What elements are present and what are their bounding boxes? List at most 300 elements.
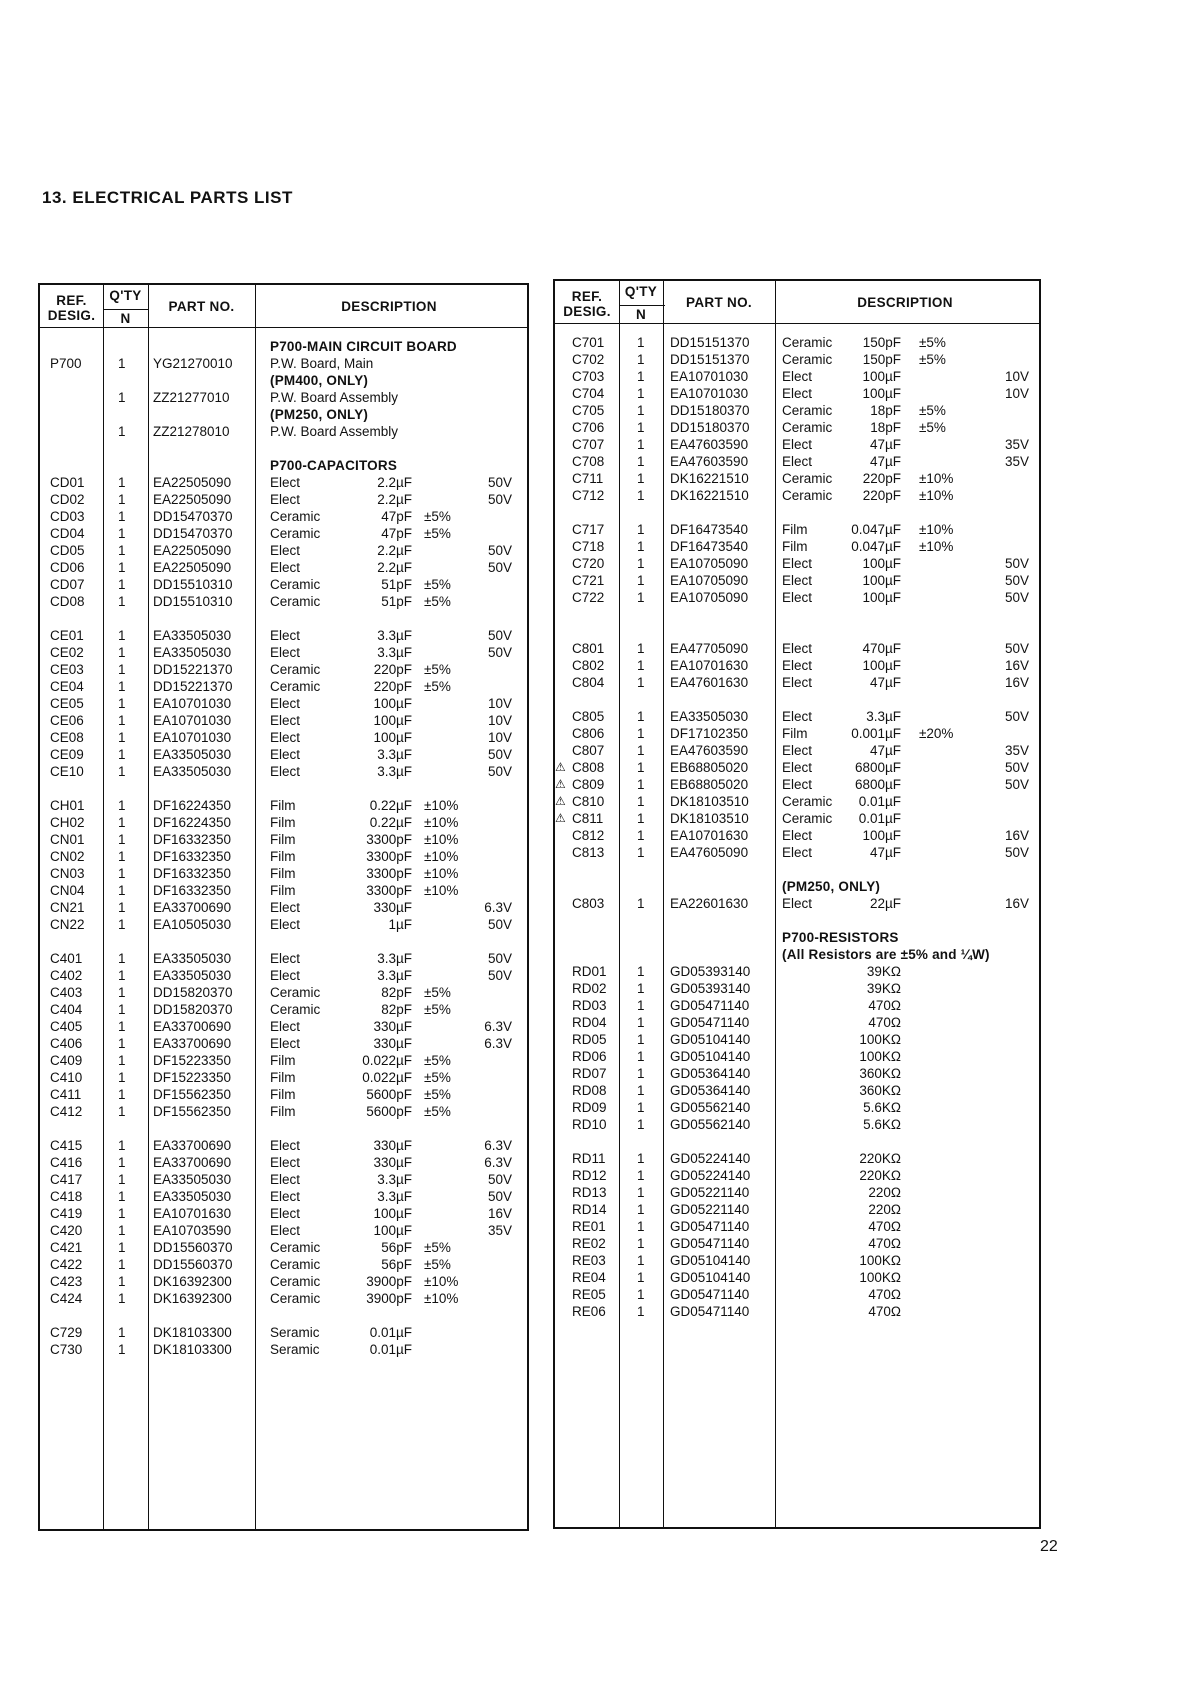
value-cell: 470Ω <box>868 1287 901 1302</box>
value-cell: 3.3µF <box>377 951 412 966</box>
tolerance-cell: ±5% <box>424 662 451 677</box>
value-cell: 3.3µF <box>377 628 412 643</box>
qty-cell: 1 <box>118 543 126 558</box>
part-no-cell: EA33700690 <box>153 1036 232 1051</box>
value-cell: 470Ω <box>868 1219 901 1234</box>
type-cell: Film <box>270 798 296 813</box>
ref-desig-cell: RD08 <box>572 1083 607 1098</box>
table-row <box>40 797 527 814</box>
part-no-cell: EA47605090 <box>670 845 749 860</box>
ref-desig-cell: CN01 <box>50 832 85 847</box>
type-cell: Film <box>270 849 296 864</box>
voltage-cell: 10V <box>487 696 512 711</box>
ref-desig-cell: C720 <box>572 556 605 571</box>
part-no-cell: DK18103510 <box>670 794 749 809</box>
tolerance-cell: ±5% <box>424 1053 451 1068</box>
part-no-cell: EA22601630 <box>670 896 749 911</box>
qty-cell: 1 <box>637 403 645 418</box>
type-cell: Elect <box>782 675 813 690</box>
parts-table-left: REF. DESIG. Q'TY N PART NO. DESCRIPTION P700-MAIN CIRCUIT BOARD (PM400, ONLY) (PM250, ONLY) P700-CAPACITORS P700 1 YG21270010 P.W. Board, Main 1 ZZ21277010 P.W. Board Assembly 1 ZZ21278010 P.W. Board Assembly CD01 1 EA22505090 Elect 2.2µF 50V CD02 1 EA22505090 Elect 2.2µF 50V CD03 1 DD15470370 Ceramic 47pF ±5% CD04 1 DD15470370 Ceramic 47pF ±5% CD05 1 EA22505090 Elect 2.2µF 50V CD06 1 EA22505090 Elect 2.2µF 50V CD07 1 DD15510310 Ceramic 51pF ±5% CD08 1 DD15510310 Ceramic 51pF ±5% CE01 1 EA33505030 Elect 3.3µF 50V CE02 1 EA33505030 Elect 3.3µF 50V CE03 1 DD15221370 Ceramic 220pF ±5% CE04 1 DD15221370 Ceramic 220pF ±5% CE05 1 EA10701030 Elect 100µF 10V CE06 1 EA10701030 Elect 100µF 10V CE08 1 EA10701030 Elect 100µF 10V CE09 1 EA33505030 Elect 3.3µF 50V CE10 1 EA33505030 Elect 3.3µF 50V CH01 1 DF16224350 Film 0.22µF ±10% CH02 1 DF16224350 Film 0.22µF ±10% CN01 1 DF16332350 Film 3300pF ±10% CN02 1 DF16332350 Film 3300pF ±10% CN03 1 DF16332350 Film 3300pF ±10% CN04 1 DF16332350 Film 3300pF ±10% CN21 1 EA33700690 Elect 330µF 6.3V CN22 1 EA10505030 Elect 1µF 50V C401 1 EA33505030 Elect 3.3µF 50V C402 1 EA33505030 Elect 3.3µF 50V C403 1 DD15820370 Ceramic 82pF ±5% C404 1 DD15820370 Ceramic 82pF ±5% C405 1 EA33700690 Elect 330µF 6.3V C406 1 EA33700690 Elect 330µF 6.3V C409 1 DF15223350 Film 0.022µF ±5% C410 1 DF15223350 Film 0.022µF ±5% C411 1 DF15562350 Film 5600pF ±5% C412 1 DF15562350 Film 5600pF ±5% C415 1 EA33700690 Elect 330µF 6.3V C416 1 EA33700690 Elect 330µF 6.3V C417 1 EA33505030 Elect 3.3µF 50V C418 1 EA33505030 Elect 3.3µF 50V C419 1 EA10701630 Elect 100µF 16V C420 1 EA10703590 Elect 100µF 35V C421 1 DD15560370 Ceramic 56pF ±5% C422 1 DD15560370 Ceramic 56pF ±5% C423 1 DK16392300 Ceramic 3900pF ±10% C424 1 DK16392300 Ceramic 3900pF ±10% C729 1 DK18103300 Seramic 0.01µF C730 1 DK18103300 Seramic 0.01µF <box>38 283 529 1531</box>
table-row <box>40 899 527 916</box>
value-cell: 360KΩ <box>859 1066 901 1081</box>
section-heading: P700-MAIN CIRCUIT BOARD <box>270 339 457 354</box>
qty-cell: 1 <box>118 526 126 541</box>
table-row <box>40 661 527 678</box>
type-cell: Elect <box>270 747 301 762</box>
value-cell: 220pF <box>862 471 901 486</box>
table-row <box>40 1188 527 1205</box>
qty-cell: 1 <box>118 1104 126 1119</box>
part-no-cell: EA33505030 <box>153 951 232 966</box>
qty-cell: 1 <box>637 896 645 911</box>
value-cell: 47µF <box>869 675 901 690</box>
warning-icon: ⚠ <box>555 794 566 808</box>
table-row <box>555 470 1039 487</box>
ref-desig-cell: C730 <box>50 1342 83 1357</box>
type-cell: Ceramic <box>782 403 833 418</box>
type-cell: Film <box>270 832 296 847</box>
table-row <box>40 1069 527 1086</box>
type-cell: Film <box>270 1087 296 1102</box>
ref-desig-cell: C412 <box>50 1104 83 1119</box>
part-no-cell: GD05471140 <box>670 1236 750 1251</box>
tolerance-cell: ±5% <box>919 403 946 418</box>
table-row <box>40 1239 527 1256</box>
table-row <box>555 1252 1039 1269</box>
table-row <box>40 848 527 865</box>
part-no-cell: GD05471140 <box>670 1015 750 1030</box>
table-row <box>40 950 527 967</box>
value-cell: 2.2µF <box>377 543 412 558</box>
value-cell: 220Ω <box>868 1185 901 1200</box>
tolerance-cell: ±10% <box>424 849 459 864</box>
table-row <box>555 351 1039 368</box>
part-no-cell: EA47705090 <box>670 641 749 656</box>
type-cell: Ceramic <box>782 352 833 367</box>
table-row <box>555 980 1039 997</box>
value-cell: 100KΩ <box>859 1270 901 1285</box>
table-row <box>555 385 1039 402</box>
table-row <box>555 742 1039 759</box>
value-cell: 3300pF <box>366 832 412 847</box>
table-row <box>555 1014 1039 1031</box>
part-no-cell: EA33505030 <box>153 1189 232 1204</box>
ref-desig-cell: RD09 <box>572 1100 607 1115</box>
qty-cell: 1 <box>637 777 645 792</box>
tolerance-cell: ±10% <box>424 1291 459 1306</box>
qty-cell: 1 <box>118 356 126 371</box>
voltage-cell: 50V <box>1004 845 1029 860</box>
qty-cell: 1 <box>637 1253 645 1268</box>
qty-cell: 1 <box>118 900 126 915</box>
table-row <box>555 844 1039 861</box>
part-no-cell: DD15221370 <box>153 679 233 694</box>
table-row <box>555 589 1039 606</box>
tolerance-cell: ±5% <box>424 1240 451 1255</box>
table-row <box>555 997 1039 1014</box>
qty-cell: 1 <box>118 662 126 677</box>
value-cell: 100KΩ <box>859 1253 901 1268</box>
type-cell: Elect <box>270 968 301 983</box>
value-cell: 150pF <box>862 352 901 367</box>
tolerance-cell: ±5% <box>424 1070 451 1085</box>
ref-desig-cell: CE06 <box>50 713 84 728</box>
type-cell: P.W. Board Assembly <box>270 390 399 405</box>
table-row <box>555 657 1039 674</box>
value-cell: 3900pF <box>366 1274 412 1289</box>
voltage-cell: 50V <box>487 951 512 966</box>
voltage-cell: 50V <box>487 628 512 643</box>
qty-cell: 1 <box>118 1257 126 1272</box>
ref-desig-cell: C711 <box>572 471 604 486</box>
type-cell: Film <box>782 522 808 537</box>
ref-desig-cell: RE04 <box>572 1270 606 1285</box>
qty-cell: 1 <box>637 998 645 1013</box>
table-row <box>555 1150 1039 1167</box>
table-row <box>555 1116 1039 1133</box>
qty-cell: 1 <box>637 369 645 384</box>
type-cell: Elect <box>270 1172 301 1187</box>
value-cell: 0.022µF <box>362 1070 412 1085</box>
ref-desig-cell: C806 <box>572 726 605 741</box>
value-cell: 18pF <box>870 420 901 435</box>
part-no-cell: DF16473540 <box>670 539 749 554</box>
ref-desig-cell: C705 <box>572 403 605 418</box>
table-row <box>555 810 1039 827</box>
ref-desig-cell: C811 <box>572 811 604 826</box>
value-cell: 47µF <box>869 454 901 469</box>
value-cell: 82pF <box>381 985 412 1000</box>
part-no-cell: DK16221510 <box>670 488 749 503</box>
value-cell: 100µF <box>862 828 901 843</box>
table-row <box>40 882 527 899</box>
part-no-cell: DF15562350 <box>153 1087 232 1102</box>
part-no-cell: GD05364140 <box>670 1083 751 1098</box>
qty-cell: 1 <box>118 1206 126 1221</box>
value-cell: 100KΩ <box>859 1049 901 1064</box>
type-cell: Film <box>270 1070 296 1085</box>
value-cell: 6800µF <box>854 760 901 775</box>
type-cell: Seramic <box>270 1342 320 1357</box>
ref-desig-cell: C807 <box>572 743 605 758</box>
part-no-cell: DF15223350 <box>153 1053 232 1068</box>
value-cell: 6800µF <box>854 777 901 792</box>
value-cell: 330µF <box>373 1036 412 1051</box>
table-row <box>40 1018 527 1035</box>
table-row <box>40 542 527 559</box>
qty-cell: 1 <box>118 1070 126 1085</box>
ref-desig-cell: C718 <box>572 539 605 554</box>
ref-desig-cell: C801 <box>572 641 605 656</box>
part-no-cell: EA10701630 <box>153 1206 232 1221</box>
type-cell: Ceramic <box>270 1240 321 1255</box>
table-row <box>40 593 527 610</box>
part-no-cell: GD05393140 <box>670 981 751 996</box>
ref-desig-cell: CE10 <box>50 764 84 779</box>
type-cell: Elect <box>270 475 301 490</box>
part-no-cell: GD05471140 <box>670 1304 750 1319</box>
parts-table-right: REF. DESIG. Q'TY N PART NO. DESCRIPTION (PM250, ONLY) P700-RESISTORS (All Resistors are ±5% and ¼W) C701 1 DD15151370 Ceramic 150pF ±5% C702 1 DD15151370 Ceramic 150pF ±5% C703 1 EA10701030 Elect 100µF 10V C704 1 EA10701030 Elect 100µF 10V C705 1 DD15180370 Ceramic 18pF ±5% C706 1 DD15180370 Ceramic 18pF ±5% C707 1 EA47603590 Elect 47µF 35V C708 1 EA47603590 Elect 47µF 35V C711 1 DK16221510 Ceramic 220pF ±10% C712 1 DK16221510 Ceramic 220pF ±10% C717 1 DF16473540 Film 0.047µF ±10% C718 1 DF16473540 Film 0.047µF ±10% C720 1 EA10705090 Elect 100µF 50V C721 1 EA10705090 Elect 100µF 50V C722 1 EA10705090 Elect 100µF 50V C801 1 EA47705090 Elect 470µF 50V C802 1 EA10701630 Elect 100µF 16V C804 1 EA47601630 Elect 47µF 16V C805 1 EA33505030 Elect 3.3µF 50V C806 1 DF17102350 Film 0.001µF ±20% C807 1 EA47603590 Elect 47µF 35V ⚠ C808 1 EB68805020 Elect 6800µF 50V ⚠ C809 1 EB68805020 Elect 6800µF 50V ⚠ C810 1 DK18103510 Ceramic 0.01µF ⚠ C811 1 DK18103510 Ceramic 0.01µF C812 1 EA10701630 Elect 100µF 16V C813 1 EA47605090 Elect 47µF 50V C803 1 EA22601630 Elect 22µF 16V RD01 1 GD05393140 39KΩ RD02 1 GD05393140 39KΩ RD03 1 GD05471140 470Ω RD04 1 GD05471140 470Ω RD05 1 GD05104140 100KΩ RD06 1 GD05104140 100KΩ RD07 1 GD05364140 360KΩ RD08 1 GD05364140 360KΩ RD09 1 GD05562140 5.6KΩ RD10 1 GD05562140 5.6KΩ RD11 1 GD05224140 220KΩ RD12 1 GD05224140 220KΩ RD13 1 GD05221140 220Ω RD14 1 GD05221140 220Ω RE01 1 GD05471140 470Ω RE02 1 GD05471140 470Ω RE03 1 GD05104140 100KΩ RE04 1 GD05104140 100KΩ RE05 1 GD05471140 470Ω RE06 1 GD05471140 470Ω <box>553 279 1041 1529</box>
qty-header: Q'TY <box>109 288 142 303</box>
table-row <box>555 368 1039 385</box>
table-row <box>555 963 1039 980</box>
tolerance-cell: ±5% <box>919 420 946 435</box>
part-no-cell: DF17102350 <box>670 726 749 741</box>
ref-desig-cell: C707 <box>572 437 605 452</box>
ref-desig-cell: CN02 <box>50 849 85 864</box>
value-cell: 100µF <box>373 713 412 728</box>
qty-cell: 1 <box>637 454 645 469</box>
table-row <box>555 1286 1039 1303</box>
value-cell: 470Ω <box>868 1236 901 1251</box>
table-row <box>555 725 1039 742</box>
qty-cell: 1 <box>118 1019 126 1034</box>
part-no-cell: GD05104140 <box>670 1253 751 1268</box>
type-cell: Elect <box>270 764 301 779</box>
type-cell: Elect <box>270 951 301 966</box>
section-heading: (PM250, ONLY) <box>270 407 369 422</box>
part-no-cell: EA47603590 <box>670 743 749 758</box>
qty-cell: 1 <box>637 981 645 996</box>
type-cell: Elect <box>270 1036 301 1051</box>
value-cell: 3.3µF <box>377 764 412 779</box>
part-no-cell: EA10701030 <box>153 730 232 745</box>
qty-cell: 1 <box>118 764 126 779</box>
voltage-cell: 35V <box>487 1223 512 1238</box>
part-no-cell: EA47603590 <box>670 437 749 452</box>
table-row <box>555 1048 1039 1065</box>
ref-desig-cell: CE03 <box>50 662 84 677</box>
qty-cell: 1 <box>637 1270 645 1285</box>
ref-desig-cell: C722 <box>572 590 605 605</box>
table-row <box>40 1086 527 1103</box>
part-no-cell: EA33505030 <box>153 968 232 983</box>
part-no-cell: GD05224140 <box>670 1168 751 1183</box>
table-row <box>40 814 527 831</box>
value-cell: 0.001µF <box>851 726 901 741</box>
part-no-cell: EA33505030 <box>153 645 232 660</box>
qty-cell: 1 <box>118 424 126 439</box>
voltage-cell: 16V <box>1004 896 1029 911</box>
value-cell: 470Ω <box>868 998 901 1013</box>
ref-desig-cell: C422 <box>50 1257 83 1272</box>
part-no-cell: EA47603590 <box>670 454 749 469</box>
tolerance-cell: ±5% <box>424 526 451 541</box>
voltage-cell: 6.3V <box>484 1155 512 1170</box>
tolerance-cell: ±5% <box>424 1002 451 1017</box>
table-row <box>555 555 1039 572</box>
part-no-cell: EA10701030 <box>670 386 749 401</box>
table-row <box>40 389 527 406</box>
voltage-cell: 16V <box>1004 675 1029 690</box>
table-row <box>555 793 1039 810</box>
type-cell: Elect <box>782 641 813 656</box>
value-cell: 5.6KΩ <box>863 1117 901 1132</box>
type-cell: Ceramic <box>270 509 321 524</box>
voltage-cell: 35V <box>1004 743 1029 758</box>
value-cell: 0.022µF <box>362 1053 412 1068</box>
type-cell: Elect <box>782 556 813 571</box>
ref-desig-cell: RD04 <box>572 1015 607 1030</box>
tolerance-cell: ±5% <box>424 594 451 609</box>
voltage-cell: 50V <box>487 1189 512 1204</box>
table-row <box>40 1154 527 1171</box>
ref-desig-cell: RD10 <box>572 1117 607 1132</box>
value-cell: 5.6KΩ <box>863 1100 901 1115</box>
ref-desig-cell: CE01 <box>50 628 84 643</box>
voltage-cell: 35V <box>1004 454 1029 469</box>
qty-cell: 1 <box>118 730 126 745</box>
ref-desig-cell: CD02 <box>50 492 85 507</box>
section-heading: P700-RESISTORS <box>782 930 899 945</box>
qty-cell: 1 <box>118 1002 126 1017</box>
ref-desig-cell: C809 <box>572 777 605 792</box>
ref-desig-cell: C404 <box>50 1002 83 1017</box>
voltage-cell: 6.3V <box>484 900 512 915</box>
ref-desig-cell: CN21 <box>50 900 85 915</box>
ref-desig-cell: CD05 <box>50 543 85 558</box>
type-cell: P.W. Board, Main <box>270 356 374 371</box>
qty-cell: 1 <box>118 713 126 728</box>
qty-cell: 1 <box>118 696 126 711</box>
part-no-cell: EA10701030 <box>153 713 232 728</box>
table-row <box>555 419 1039 436</box>
table-row <box>555 640 1039 657</box>
type-cell: Elect <box>782 845 813 860</box>
part-no-cell: DK18103510 <box>670 811 749 826</box>
table-row <box>555 1269 1039 1286</box>
type-cell: Ceramic <box>270 679 321 694</box>
section-heading: P700-CAPACITORS <box>270 458 398 473</box>
part-no-header: PART NO. <box>168 299 235 314</box>
value-cell: 3.3µF <box>377 747 412 762</box>
qty-cell: 1 <box>637 675 645 690</box>
part-no-cell: EA22505090 <box>153 475 232 490</box>
ref-desig-cell: C808 <box>572 760 605 775</box>
type-cell: Film <box>270 883 296 898</box>
part-no-cell: GD05104140 <box>670 1032 751 1047</box>
ref-desig-cell: RE05 <box>572 1287 606 1302</box>
table-row <box>40 491 527 508</box>
type-cell: Elect <box>270 1223 301 1238</box>
part-no-cell: DF15562350 <box>153 1104 232 1119</box>
part-no-cell: DD15820370 <box>153 1002 233 1017</box>
voltage-cell: 6.3V <box>484 1138 512 1153</box>
table-row <box>555 895 1039 912</box>
type-cell: Elect <box>270 713 301 728</box>
qty-cell: 1 <box>118 1087 126 1102</box>
value-cell: 220KΩ <box>859 1151 901 1166</box>
qty-cell: 1 <box>637 794 645 809</box>
voltage-cell: 16V <box>1004 828 1029 843</box>
table-row <box>40 627 527 644</box>
value-cell: 100µF <box>862 386 901 401</box>
qty-cell: 1 <box>637 964 645 979</box>
voltage-cell: 10V <box>487 713 512 728</box>
ref-desig-cell: C421 <box>50 1240 83 1255</box>
qty-cell: 1 <box>118 815 126 830</box>
qty-cell: 1 <box>118 883 126 898</box>
value-cell: 100µF <box>862 369 901 384</box>
type-cell: Elect <box>270 492 301 507</box>
qty-cell: 1 <box>637 420 645 435</box>
ref-desig-cell: CE05 <box>50 696 84 711</box>
ref-desig-cell: CN22 <box>50 917 85 932</box>
qty-cell: 1 <box>637 1151 645 1166</box>
type-cell: Elect <box>270 560 301 575</box>
ref-desig-cell: C420 <box>50 1223 83 1238</box>
type-cell: Elect <box>782 658 813 673</box>
value-cell: 0.22µF <box>369 815 412 830</box>
ref-desig-cell: C424 <box>50 1291 83 1306</box>
value-cell: 5600pF <box>366 1104 412 1119</box>
page-title: 13. ELECTRICAL PARTS LIST <box>42 188 293 207</box>
value-cell: 100µF <box>862 556 901 571</box>
voltage-cell: 6.3V <box>484 1036 512 1051</box>
qty-cell: 1 <box>637 1117 645 1132</box>
ref-desig-cell: CH02 <box>50 815 85 830</box>
part-no-cell: EA22505090 <box>153 492 232 507</box>
table-row <box>555 827 1039 844</box>
value-cell: 3.3µF <box>866 709 901 724</box>
type-cell: Elect <box>782 743 813 758</box>
part-no-cell: EA33505030 <box>670 709 749 724</box>
type-cell: Ceramic <box>782 471 833 486</box>
part-no-cell: EA33700690 <box>153 900 232 915</box>
ref-desig-cell: CN03 <box>50 866 85 881</box>
part-no-cell: DK18103300 <box>153 1325 232 1340</box>
ref-desig-cell: C703 <box>572 369 605 384</box>
value-cell: 39KΩ <box>866 981 901 996</box>
table-row <box>555 674 1039 691</box>
part-no-cell: DD15180370 <box>670 420 750 435</box>
ref-desig-header: REF. <box>56 293 87 308</box>
table-row <box>40 1137 527 1154</box>
ref-desig-cell: RD02 <box>572 981 607 996</box>
part-no-cell: DD15510310 <box>153 577 233 592</box>
part-no-cell: EA10705090 <box>670 590 749 605</box>
value-cell: 220pF <box>862 488 901 503</box>
qty-cell: 1 <box>118 1053 126 1068</box>
qty-cell: 1 <box>637 1219 645 1234</box>
type-cell: Elect <box>270 1155 301 1170</box>
qty-cell: 1 <box>637 658 645 673</box>
type-cell: Seramic <box>270 1325 320 1340</box>
qty-cell: 1 <box>637 437 645 452</box>
ref-desig-cell: RE06 <box>572 1304 606 1319</box>
qty-cell: 1 <box>637 1168 645 1183</box>
ref-desig-cell: CD04 <box>50 526 85 541</box>
type-cell: Ceramic <box>782 488 833 503</box>
qty-cell: 1 <box>118 798 126 813</box>
part-no-cell: EA10705090 <box>670 573 749 588</box>
ref-desig-cell: C812 <box>572 828 605 843</box>
section-heading: (PM400, ONLY) <box>270 373 369 388</box>
table-row <box>40 644 527 661</box>
part-no-cell: EA10701030 <box>153 696 232 711</box>
part-no-cell: EA10701630 <box>670 828 749 843</box>
qty-cell: 1 <box>637 1083 645 1098</box>
ref-desig-cell: CD06 <box>50 560 85 575</box>
qty-cell: 1 <box>118 747 126 762</box>
ref-desig-cell: C802 <box>572 658 605 673</box>
value-cell: 56pF <box>381 1257 412 1272</box>
qty-cell: 1 <box>637 1287 645 1302</box>
part-no-cell: ZZ21277010 <box>153 390 230 405</box>
qty-cell: 1 <box>118 1189 126 1204</box>
table-row <box>555 1218 1039 1235</box>
qty-cell: 1 <box>118 1325 126 1340</box>
